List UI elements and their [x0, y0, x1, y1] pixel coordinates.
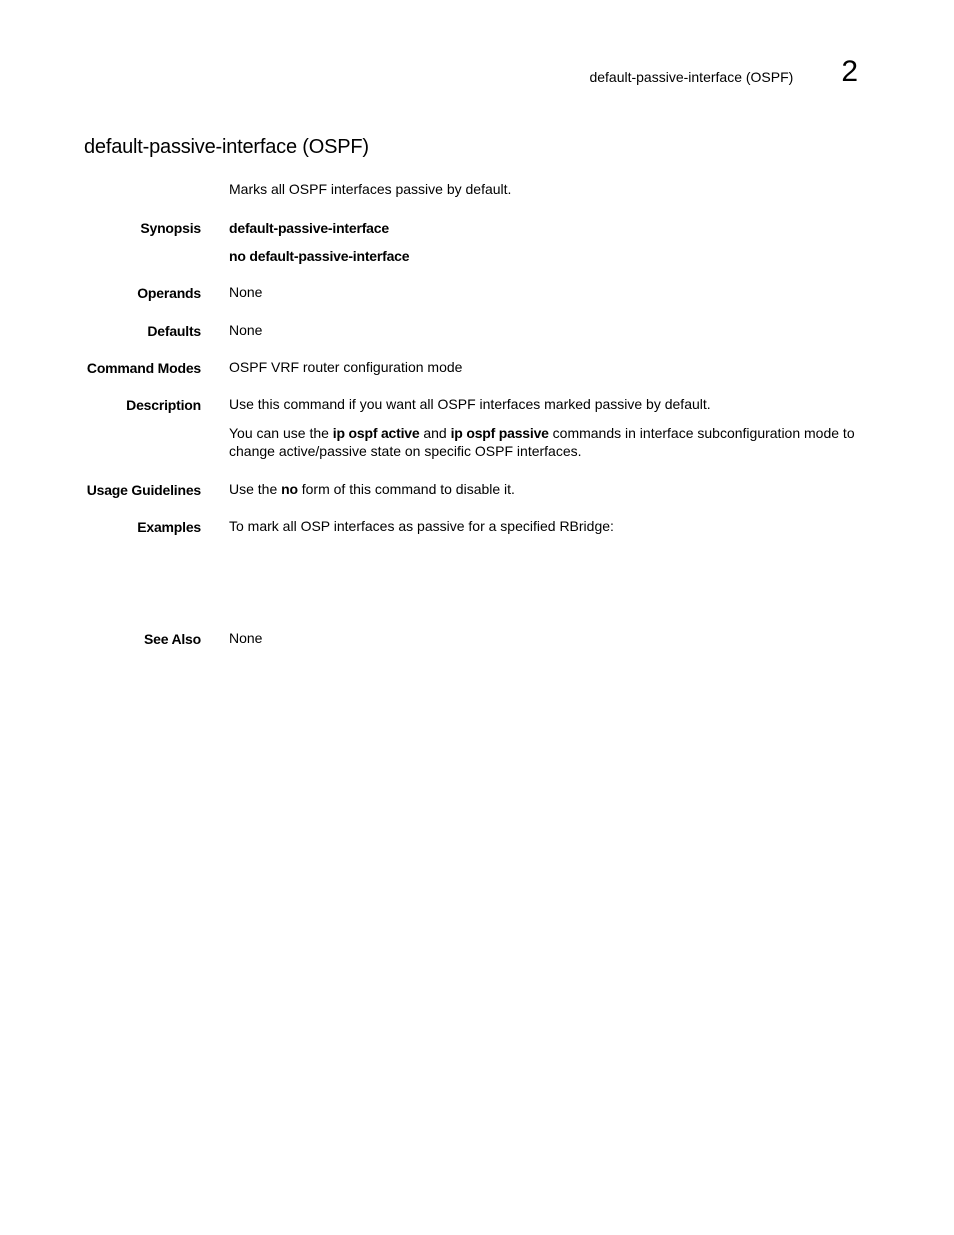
synopsis-line-1: default-passive-interface — [229, 220, 389, 236]
examples-content: To mark all OSP interfaces as passive for a specified RBridge: — [229, 518, 614, 534]
usage-guidelines-content: Use the no form of this command to disable it. — [229, 481, 515, 497]
defaults-label: Defaults — [147, 323, 201, 339]
operands-content: None — [229, 284, 263, 300]
description-label: Description — [126, 397, 201, 413]
defaults-content: None — [229, 322, 263, 338]
running-title: default-passive-interface (OSPF) — [589, 69, 794, 85]
synopsis-label: Synopsis — [140, 220, 201, 236]
command-modes-label: Command Modes — [86, 360, 201, 376]
synopsis-content — [229, 219, 879, 265]
operands-label: Operands — [137, 285, 201, 301]
usage-guidelines-label: Usage Guidelines — [86, 482, 201, 498]
synopsis-line-2: no default-passive-interface — [229, 248, 410, 264]
description-para-1: Use this command if you want all OSPF interfaces marked passive by default. — [229, 396, 711, 412]
chapter-number: 2 — [841, 55, 858, 88]
see-also-content: None — [229, 630, 263, 646]
page-title: default-passive-interface (OSPF) — [84, 136, 369, 158]
description-content — [229, 395, 879, 460]
examples-label: Examples — [137, 519, 201, 535]
running-header — [589, 57, 858, 87]
description-para-2: You can use the ip ospf active and ip ospf passive commands in interface subconfiguration mode to change active/passive state on specific OSPF interfaces. — [229, 425, 855, 459]
keyword-no: no — [281, 481, 298, 497]
command-ip-ospf-active: ip ospf active — [332, 425, 420, 441]
see-also-label: See Also — [143, 631, 201, 647]
intro-text: Marks all OSPF interfaces passive by default. — [229, 181, 512, 197]
command-ip-ospf-passive: ip ospf passive — [450, 425, 549, 441]
command-modes-content: OSPF VRF router configuration mode — [229, 359, 463, 375]
